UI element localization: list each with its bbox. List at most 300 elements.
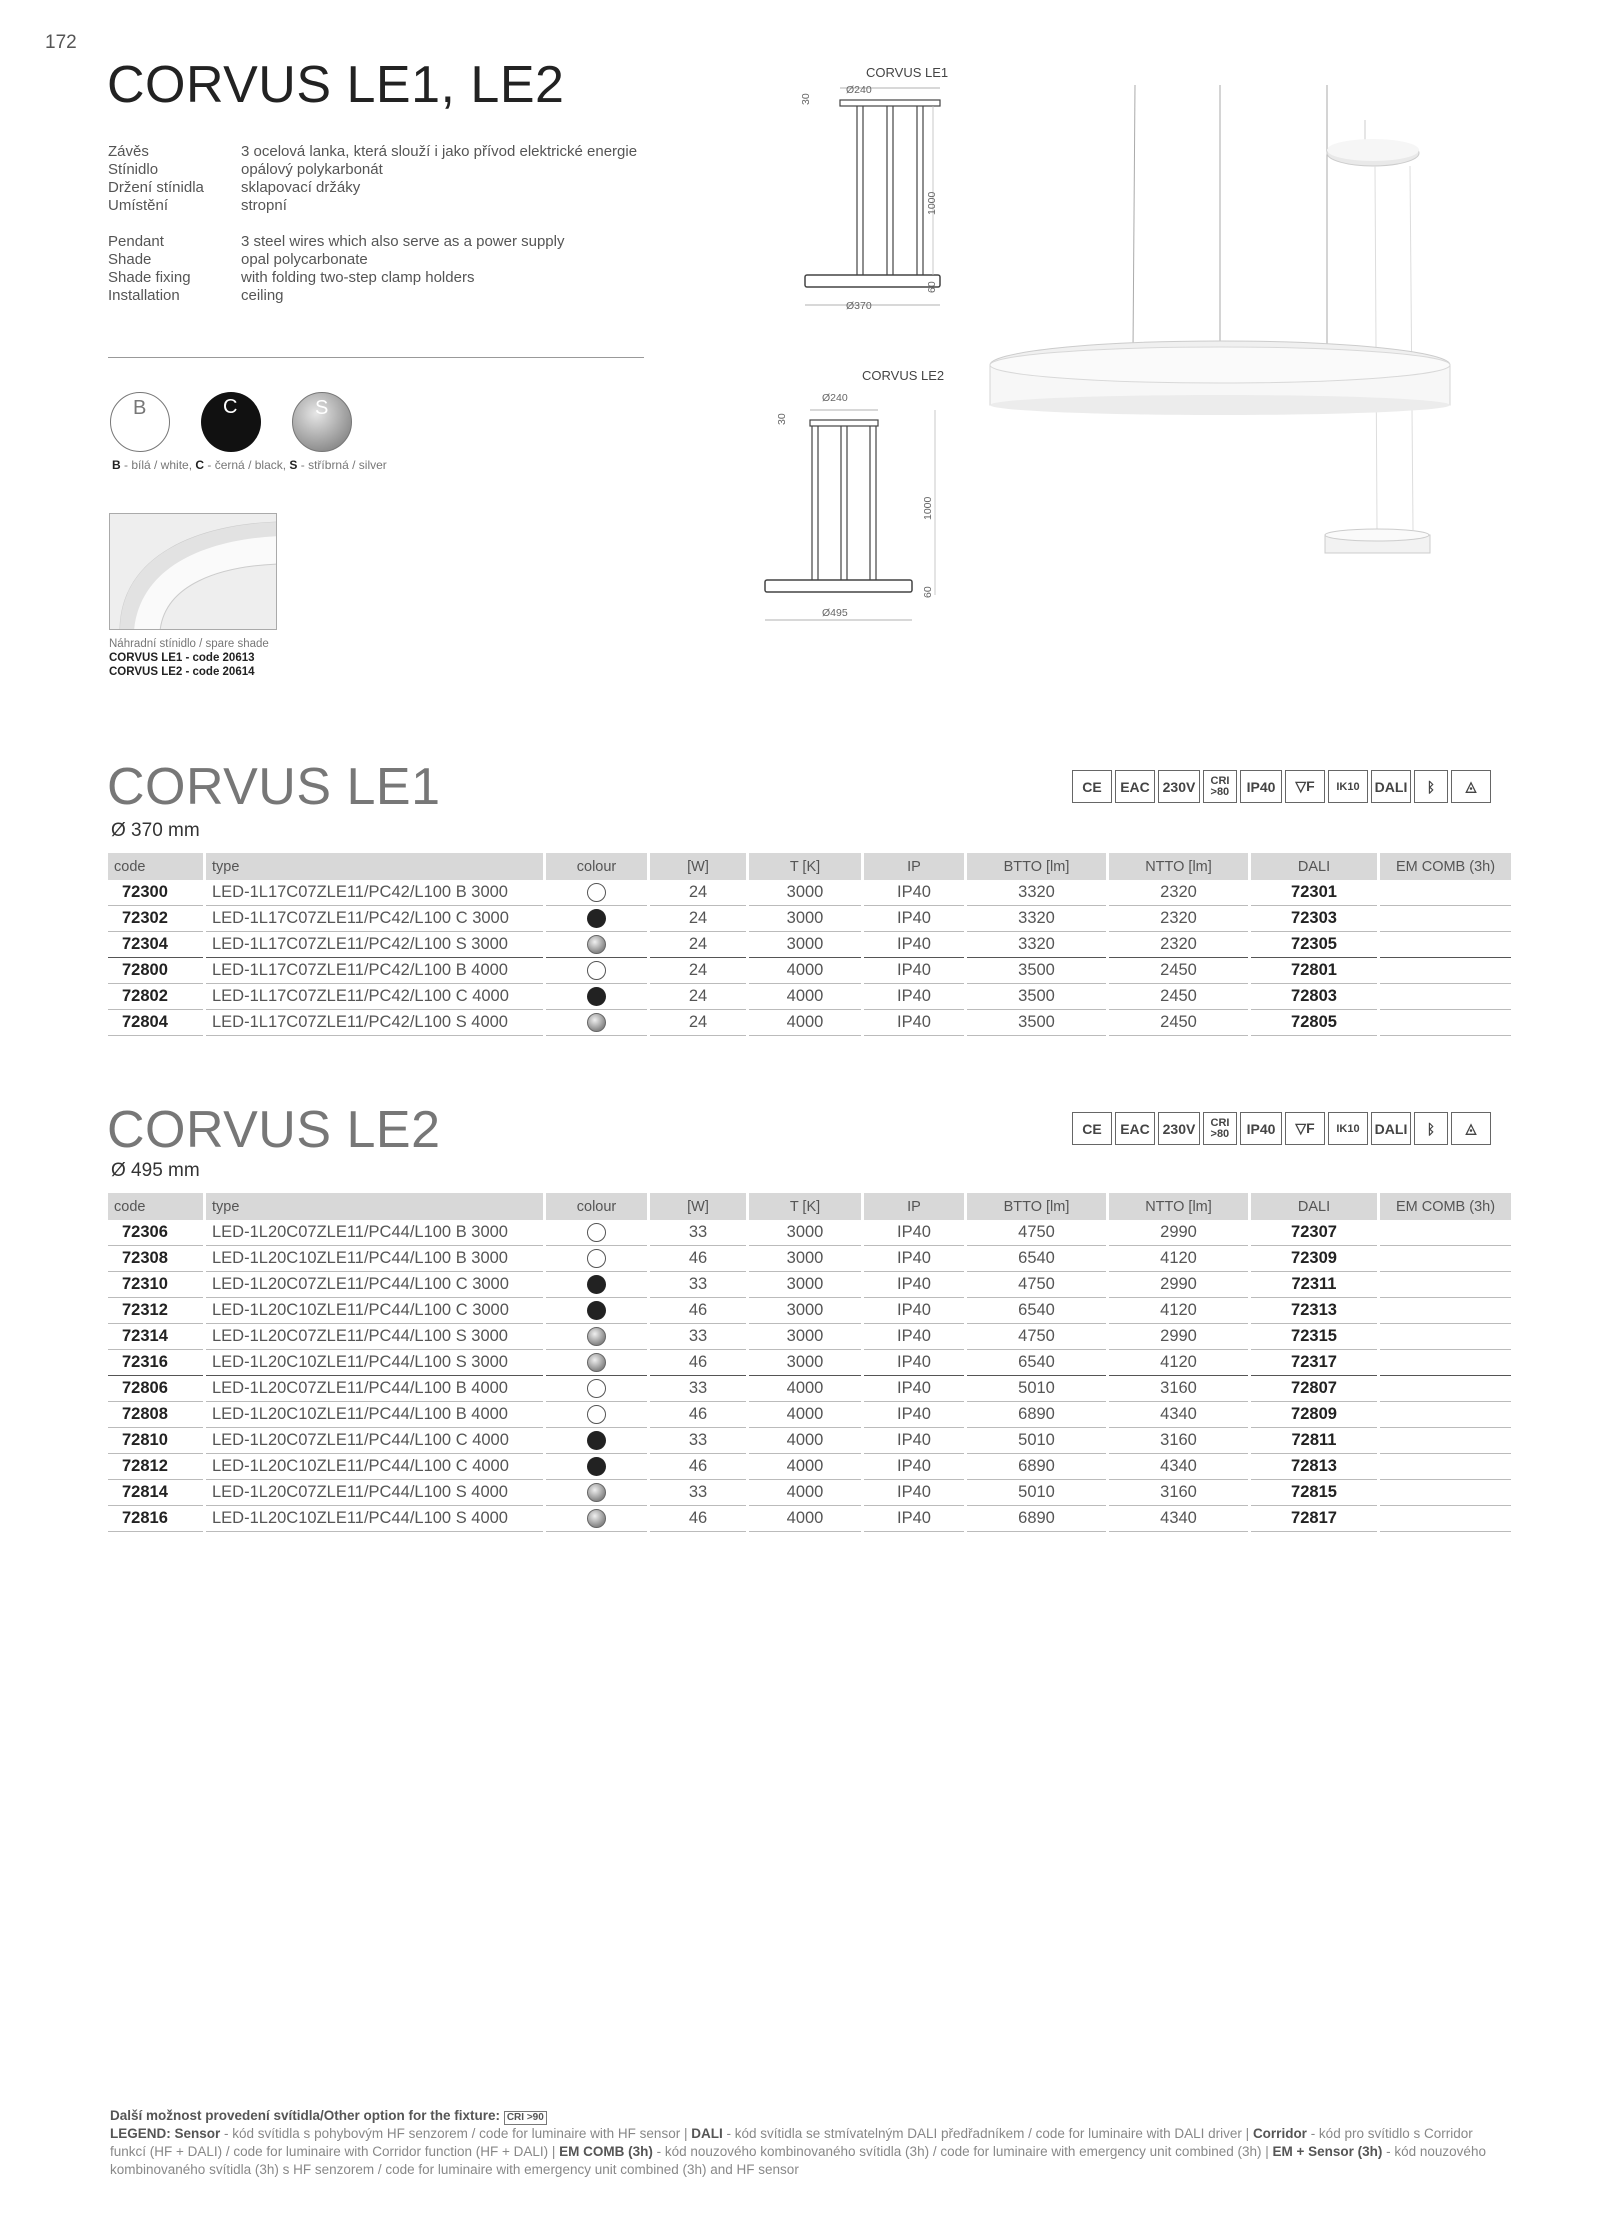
spec-row bbox=[108, 269, 637, 287]
spec-key: Shade fixing bbox=[108, 269, 191, 286]
ntto-cell: 3160 bbox=[1109, 1376, 1248, 1402]
legend-emcomb-text: - kód nouzového kombinovaného svítidla (3h) / code for luminaire with emergency unit combined (3h) | bbox=[652, 2144, 1273, 2159]
dali-cell: 72813 bbox=[1251, 1454, 1377, 1480]
table-row bbox=[108, 1272, 1511, 1298]
bluetooth-icon: ᛒ bbox=[1414, 1112, 1448, 1145]
type-cell: LED-1L20C10ZLE11/PC44/L100 C 4000 bbox=[206, 1454, 543, 1480]
colour-dot-icon bbox=[587, 1353, 606, 1372]
btto-cell: 3320 bbox=[967, 932, 1106, 958]
swatch-legend bbox=[112, 458, 387, 472]
btto-cell: 3320 bbox=[967, 880, 1106, 906]
spare-shade-le2: CORVUS LE2 - code 20614 bbox=[109, 666, 255, 678]
dali-cell: 72807 bbox=[1251, 1376, 1377, 1402]
watt-cell: 24 bbox=[650, 880, 746, 906]
emcomb-cell bbox=[1380, 880, 1511, 906]
code-cell: 72312 bbox=[108, 1298, 203, 1324]
temp-cell: 3000 bbox=[749, 906, 861, 932]
legend-corridor-text: - kód pro svítidlo s Corridor funkcí (HF + DALI) / code for luminaire with Corridor function (HF + DALI) | bbox=[110, 2126, 1473, 2159]
legend-dali-text: - kód svítidla se stmívatelným DALI předřadníkem / code for luminaire with DALI driver | bbox=[722, 2126, 1253, 2141]
type-cell: LED-1L20C07ZLE11/PC44/L100 C 3000 bbox=[206, 1272, 543, 1298]
spec-value: opálový polykarbonát bbox=[241, 161, 383, 178]
code-cell: 72308 bbox=[108, 1246, 203, 1272]
ntto-cell: 2450 bbox=[1109, 1010, 1248, 1036]
watt-cell: 46 bbox=[650, 1350, 746, 1376]
temp-cell: 4000 bbox=[749, 1402, 861, 1428]
table-row bbox=[108, 984, 1511, 1010]
code-cell: 72300 bbox=[108, 880, 203, 906]
ce-icon: CE bbox=[1072, 1112, 1112, 1145]
emcomb-cell bbox=[1380, 1350, 1511, 1376]
col-watt: [W] bbox=[650, 1193, 746, 1220]
spec-list bbox=[108, 143, 637, 305]
ip-cell: IP40 bbox=[864, 1350, 964, 1376]
colour-cell bbox=[546, 932, 647, 958]
temp-cell: 4000 bbox=[749, 1480, 861, 1506]
swatch-black-label: C bbox=[223, 396, 238, 418]
col-dali: DALI bbox=[1251, 853, 1377, 880]
btto-cell: 4750 bbox=[967, 1272, 1106, 1298]
code-cell: 72306 bbox=[108, 1220, 203, 1246]
code-cell: 72304 bbox=[108, 932, 203, 958]
legend-dali-label: DALI bbox=[691, 2126, 723, 2141]
product-table-le1 bbox=[105, 853, 1514, 1036]
cert-icons-le1 bbox=[1072, 770, 1491, 803]
code-cell: 72802 bbox=[108, 984, 203, 1010]
emcomb-cell bbox=[1380, 1220, 1511, 1246]
section-title-le1: CORVUS LE1 bbox=[107, 758, 441, 816]
ip-cell: IP40 bbox=[864, 958, 964, 984]
ip-cell: IP40 bbox=[864, 1324, 964, 1350]
colour-cell bbox=[546, 1428, 647, 1454]
colour-cell bbox=[546, 1350, 647, 1376]
col-code: code bbox=[108, 1193, 203, 1220]
btto-cell: 6540 bbox=[967, 1246, 1106, 1272]
le1-length: 1000 bbox=[926, 191, 938, 215]
ntto-cell: 2450 bbox=[1109, 958, 1248, 984]
dali-cell: 72811 bbox=[1251, 1428, 1377, 1454]
type-cell: LED-1L20C07ZLE11/PC44/L100 S 4000 bbox=[206, 1480, 543, 1506]
spec-key: Umístění bbox=[108, 197, 169, 214]
spec-row bbox=[108, 287, 637, 305]
colour-cell bbox=[546, 984, 647, 1010]
code-cell: 72310 bbox=[108, 1272, 203, 1298]
ntto-cell: 2320 bbox=[1109, 906, 1248, 932]
legend-corridor-label: Corridor bbox=[1252, 2126, 1307, 2141]
eac-icon: EAC bbox=[1115, 1112, 1155, 1145]
spec-row bbox=[108, 161, 637, 179]
btto-cell: 5010 bbox=[967, 1428, 1106, 1454]
table-row bbox=[108, 1506, 1511, 1532]
colour-cell bbox=[546, 1298, 647, 1324]
dali-cell: 72817 bbox=[1251, 1506, 1377, 1532]
code-cell: 72808 bbox=[108, 1402, 203, 1428]
table-row bbox=[108, 906, 1511, 932]
ip-cell: IP40 bbox=[864, 1428, 964, 1454]
spec-key: Závěs bbox=[108, 143, 149, 160]
temp-cell: 4000 bbox=[749, 1506, 861, 1532]
spec-value: 3 steel wires which also serve as a power supply bbox=[241, 233, 565, 250]
ip-cell: IP40 bbox=[864, 1454, 964, 1480]
ntto-cell: 2320 bbox=[1109, 880, 1248, 906]
btto-cell: 4750 bbox=[967, 1324, 1106, 1350]
colour-cell bbox=[546, 1220, 647, 1246]
ntto-cell: 2450 bbox=[1109, 984, 1248, 1010]
emcomb-cell bbox=[1380, 1428, 1511, 1454]
colour-cell bbox=[546, 1010, 647, 1036]
colour-dot-icon bbox=[587, 1249, 606, 1268]
temp-cell: 3000 bbox=[749, 1324, 861, 1350]
ntto-cell: 4120 bbox=[1109, 1298, 1248, 1324]
f-mark-icon: ▽F bbox=[1285, 770, 1325, 803]
col-temp: T [K] bbox=[749, 1193, 861, 1220]
emcomb-cell bbox=[1380, 1506, 1511, 1532]
dali-cell: 72309 bbox=[1251, 1246, 1377, 1272]
btto-cell: 3500 bbox=[967, 984, 1106, 1010]
colour-dot-icon bbox=[587, 1483, 606, 1502]
colour-cell bbox=[546, 958, 647, 984]
colour-cell bbox=[546, 1454, 647, 1480]
legend-label: LEGEND: bbox=[110, 2126, 171, 2141]
spec-value: ceiling bbox=[241, 287, 284, 304]
colour-dot-icon bbox=[587, 935, 606, 954]
dali-cell: 72809 bbox=[1251, 1402, 1377, 1428]
type-cell: LED-1L20C10ZLE11/PC44/L100 B 4000 bbox=[206, 1402, 543, 1428]
col-emcomb: EM COMB (3h) bbox=[1380, 853, 1511, 880]
le1-bottom-diameter: Ø370 bbox=[846, 300, 872, 312]
le2-top-diameter: Ø240 bbox=[822, 392, 848, 404]
type-cell: LED-1L17C07ZLE11/PC42/L100 B 4000 bbox=[206, 958, 543, 984]
emcomb-cell bbox=[1380, 1402, 1511, 1428]
watt-cell: 33 bbox=[650, 1480, 746, 1506]
legend-s: S bbox=[289, 458, 298, 472]
code-cell: 72804 bbox=[108, 1010, 203, 1036]
section-title-le2: CORVUS LE2 bbox=[107, 1101, 441, 1159]
ntto-cell: 2320 bbox=[1109, 932, 1248, 958]
dali-cell: 72313 bbox=[1251, 1298, 1377, 1324]
dali-cell: 72311 bbox=[1251, 1272, 1377, 1298]
colour-cell bbox=[546, 1376, 647, 1402]
colour-cell bbox=[546, 1246, 647, 1272]
divider bbox=[108, 357, 644, 358]
btto-cell: 3500 bbox=[967, 1010, 1106, 1036]
col-btto: BTTO [lm] bbox=[967, 853, 1106, 880]
colour-dot-icon bbox=[587, 1457, 606, 1476]
ntto-cell: 2990 bbox=[1109, 1324, 1248, 1350]
ntto-cell: 2990 bbox=[1109, 1220, 1248, 1246]
le2-bottom-height: 60 bbox=[922, 586, 934, 598]
code-cell: 72302 bbox=[108, 906, 203, 932]
colour-dot-icon bbox=[587, 1301, 606, 1320]
temp-cell: 4000 bbox=[749, 1376, 861, 1402]
legend-c-text: - černá / black, bbox=[204, 458, 290, 472]
ntto-cell: 4340 bbox=[1109, 1506, 1248, 1532]
table-row bbox=[108, 1010, 1511, 1036]
watt-cell: 46 bbox=[650, 1298, 746, 1324]
type-cell: LED-1L20C07ZLE11/PC44/L100 S 3000 bbox=[206, 1324, 543, 1350]
code-cell: 72806 bbox=[108, 1376, 203, 1402]
dali-cell: 72307 bbox=[1251, 1220, 1377, 1246]
colour-cell bbox=[546, 1402, 647, 1428]
table-row bbox=[108, 1220, 1511, 1246]
drawing-le1 bbox=[795, 80, 945, 320]
col-ntto: NTTO [lm] bbox=[1109, 853, 1248, 880]
eac-icon: EAC bbox=[1115, 770, 1155, 803]
ik10-icon: IK10 bbox=[1328, 1112, 1368, 1145]
temp-cell: 3000 bbox=[749, 880, 861, 906]
legend-c: C bbox=[195, 458, 205, 472]
watt-cell: 24 bbox=[650, 906, 746, 932]
spec-row bbox=[108, 233, 637, 251]
product-table-le2 bbox=[105, 1193, 1514, 1532]
code-cell: 72814 bbox=[108, 1480, 203, 1506]
temp-cell: 4000 bbox=[749, 1010, 861, 1036]
watt-cell: 24 bbox=[650, 958, 746, 984]
emcomb-cell bbox=[1380, 1480, 1511, 1506]
watt-cell: 24 bbox=[650, 932, 746, 958]
colour-dot-icon bbox=[587, 987, 606, 1006]
colour-cell bbox=[546, 906, 647, 932]
table-body-le2 bbox=[108, 1220, 1511, 1532]
colour-dot-icon bbox=[587, 909, 606, 928]
type-cell: LED-1L20C10ZLE11/PC44/L100 C 3000 bbox=[206, 1298, 543, 1324]
colour-dot-icon bbox=[587, 1509, 606, 1528]
ntto-cell: 4120 bbox=[1109, 1246, 1248, 1272]
spec-row bbox=[108, 251, 637, 269]
spare-shade-caption bbox=[109, 637, 269, 679]
cert-icons-le2 bbox=[1072, 1112, 1491, 1145]
table-row bbox=[108, 1376, 1511, 1402]
spec-row bbox=[108, 197, 637, 215]
legend-sensor-text: - kód svítidla s pohybovým HF senzorem / code for luminaire with HF sensor | bbox=[220, 2126, 692, 2141]
ip-cell: IP40 bbox=[864, 1402, 964, 1428]
legend-emsensor-label: EM + Sensor (3h) bbox=[1272, 2144, 1383, 2159]
colour-dot-icon bbox=[587, 1275, 606, 1294]
le2-bottom-diameter: Ø495 bbox=[822, 607, 848, 619]
ip-cell: IP40 bbox=[864, 906, 964, 932]
le1-bottom-height: 60 bbox=[926, 281, 938, 293]
cri-80-icon: CRI >80 bbox=[1203, 1112, 1237, 1145]
swatch-white-label: B bbox=[133, 397, 147, 419]
colour-cell bbox=[546, 880, 647, 906]
table-row bbox=[108, 1246, 1511, 1272]
code-cell: 72816 bbox=[108, 1506, 203, 1532]
spec-value: stropní bbox=[241, 197, 287, 214]
spec-value: opal polycarbonate bbox=[241, 251, 368, 268]
spec-row bbox=[108, 179, 637, 197]
spare-shade-label: Náhradní stínidlo / spare shade bbox=[109, 638, 269, 650]
legend-s-text: - stříbrná / silver bbox=[297, 458, 387, 472]
swatch-silver-label: S bbox=[315, 397, 329, 419]
cri-80-icon: CRI >80 bbox=[1203, 770, 1237, 803]
voltage-230v-icon: 230V bbox=[1158, 1112, 1200, 1145]
ip-cell: IP40 bbox=[864, 880, 964, 906]
btto-cell: 5010 bbox=[967, 1376, 1106, 1402]
watt-cell: 33 bbox=[650, 1376, 746, 1402]
col-dali: DALI bbox=[1251, 1193, 1377, 1220]
type-cell: LED-1L20C07ZLE11/PC44/L100 C 4000 bbox=[206, 1428, 543, 1454]
colour-dot-icon bbox=[587, 961, 606, 980]
emcomb-cell bbox=[1380, 932, 1511, 958]
emcomb-cell bbox=[1380, 1298, 1511, 1324]
type-cell: LED-1L20C10ZLE11/PC44/L100 B 3000 bbox=[206, 1246, 543, 1272]
watt-cell: 46 bbox=[650, 1454, 746, 1480]
watt-cell: 46 bbox=[650, 1506, 746, 1532]
col-type: type bbox=[206, 1193, 543, 1220]
emcomb-cell bbox=[1380, 1376, 1511, 1402]
watt-cell: 46 bbox=[650, 1402, 746, 1428]
colour-dot-icon bbox=[587, 1379, 606, 1398]
spec-key: Stínidlo bbox=[108, 161, 159, 178]
code-cell: 72812 bbox=[108, 1454, 203, 1480]
ce-icon: CE bbox=[1072, 770, 1112, 803]
other-option-label: Další možnost provedení svítidla/Other option for the fixture: bbox=[110, 2108, 501, 2123]
btto-cell: 3500 bbox=[967, 958, 1106, 984]
table-row bbox=[108, 958, 1511, 984]
spec-row bbox=[108, 143, 637, 161]
le1-top-diameter: Ø240 bbox=[846, 84, 872, 96]
table-row bbox=[108, 1298, 1511, 1324]
table-row bbox=[108, 1350, 1511, 1376]
colour-cell bbox=[546, 1506, 647, 1532]
watt-cell: 24 bbox=[650, 1010, 746, 1036]
watt-cell: 33 bbox=[650, 1272, 746, 1298]
table-row bbox=[108, 1324, 1511, 1350]
dali-cell: 72301 bbox=[1251, 880, 1377, 906]
col-btto: BTTO [lm] bbox=[967, 1193, 1106, 1220]
spare-shade-le1: CORVUS LE1 - code 20613 bbox=[109, 652, 255, 664]
temp-cell: 3000 bbox=[749, 932, 861, 958]
ntto-cell: 4120 bbox=[1109, 1350, 1248, 1376]
type-cell: LED-1L20C07ZLE11/PC44/L100 B 4000 bbox=[206, 1376, 543, 1402]
legend-sensor-label: Sensor bbox=[170, 2126, 221, 2141]
dali-cell: 72317 bbox=[1251, 1350, 1377, 1376]
colour-cell bbox=[546, 1272, 647, 1298]
temp-cell: 3000 bbox=[749, 1246, 861, 1272]
table-row bbox=[108, 1480, 1511, 1506]
spec-value: sklapovací držáky bbox=[241, 179, 361, 196]
legend-emsensor-text: - kód nouzového kombinovaného svítidla (3h) s HF senzorem / code for luminaire with emergency unit combined (3h) and HF sensor bbox=[110, 2144, 1486, 2177]
le2-top-height: 30 bbox=[776, 413, 788, 425]
ip-cell: IP40 bbox=[864, 1480, 964, 1506]
watt-cell: 33 bbox=[650, 1220, 746, 1246]
temp-cell: 4000 bbox=[749, 958, 861, 984]
dali-cell: 72803 bbox=[1251, 984, 1377, 1010]
colour-dot-icon bbox=[587, 1431, 606, 1450]
voltage-230v-icon: 230V bbox=[1158, 770, 1200, 803]
page-number: 172 bbox=[45, 32, 77, 53]
col-emcomb: EM COMB (3h) bbox=[1380, 1193, 1511, 1220]
type-cell: LED-1L20C07ZLE11/PC44/L100 B 3000 bbox=[206, 1220, 543, 1246]
legend-emcomb-label: EM COMB (3h) bbox=[559, 2144, 653, 2159]
temp-cell: 4000 bbox=[749, 984, 861, 1010]
table-row bbox=[108, 932, 1511, 958]
spec-key: Pendant bbox=[108, 233, 164, 250]
type-cell: LED-1L17C07ZLE11/PC42/L100 S 4000 bbox=[206, 1010, 543, 1036]
col-ntto: NTTO [lm] bbox=[1109, 1193, 1248, 1220]
emcomb-cell bbox=[1380, 1246, 1511, 1272]
ip40-icon: IP40 bbox=[1240, 1112, 1282, 1145]
ip-cell: IP40 bbox=[864, 984, 964, 1010]
footer-legend bbox=[110, 2107, 1505, 2179]
col-ip: IP bbox=[864, 853, 964, 880]
spec-key: Installation bbox=[108, 287, 180, 304]
cri-90-icon: CRI >90 bbox=[504, 2111, 547, 2125]
colour-dot-icon bbox=[587, 1327, 606, 1346]
ip40-icon: IP40 bbox=[1240, 770, 1282, 803]
temp-cell: 4000 bbox=[749, 1428, 861, 1454]
colour-cell bbox=[546, 1480, 647, 1506]
col-ip: IP bbox=[864, 1193, 964, 1220]
dali-cell: 72815 bbox=[1251, 1480, 1377, 1506]
dali-cell: 72805 bbox=[1251, 1010, 1377, 1036]
ntto-cell: 3160 bbox=[1109, 1428, 1248, 1454]
legend-b-text: - bílá / white, bbox=[120, 458, 196, 472]
ik10-icon: IK10 bbox=[1328, 770, 1368, 803]
spare-shade-image bbox=[109, 513, 277, 630]
dali-cell: 72801 bbox=[1251, 958, 1377, 984]
spec-value: with folding two-step clamp holders bbox=[241, 269, 475, 286]
col-colour: colour bbox=[546, 853, 647, 880]
table-header bbox=[108, 853, 1511, 880]
ip-cell: IP40 bbox=[864, 1298, 964, 1324]
dali-cell: 72305 bbox=[1251, 932, 1377, 958]
col-code: code bbox=[108, 853, 203, 880]
dali-icon: DALI bbox=[1371, 770, 1411, 803]
btto-cell: 6890 bbox=[967, 1402, 1106, 1428]
code-cell: 72316 bbox=[108, 1350, 203, 1376]
watt-cell: 24 bbox=[650, 984, 746, 1010]
ip-cell: IP40 bbox=[864, 1220, 964, 1246]
table-header bbox=[108, 1193, 1511, 1220]
ip-cell: IP40 bbox=[864, 1506, 964, 1532]
code-cell: 72800 bbox=[108, 958, 203, 984]
btto-cell: 6540 bbox=[967, 1350, 1106, 1376]
page-title: CORVUS LE1, LE2 bbox=[107, 56, 565, 114]
table-row bbox=[108, 1428, 1511, 1454]
table-row bbox=[108, 1454, 1511, 1480]
ip-cell: IP40 bbox=[864, 1010, 964, 1036]
le1-top-height: 30 bbox=[800, 93, 812, 105]
ip-cell: IP40 bbox=[864, 1246, 964, 1272]
col-temp: T [K] bbox=[749, 853, 861, 880]
temp-cell: 4000 bbox=[749, 1454, 861, 1480]
dali-cell: 72315 bbox=[1251, 1324, 1377, 1350]
type-cell: LED-1L17C07ZLE11/PC42/L100 C 3000 bbox=[206, 906, 543, 932]
drawing-le2 bbox=[760, 405, 940, 625]
sensor-icon: ◬ bbox=[1451, 1112, 1491, 1145]
btto-cell: 6890 bbox=[967, 1454, 1106, 1480]
emcomb-cell bbox=[1380, 1324, 1511, 1350]
col-type: type bbox=[206, 853, 543, 880]
temp-cell: 3000 bbox=[749, 1298, 861, 1324]
emcomb-cell bbox=[1380, 958, 1511, 984]
type-cell: LED-1L17C07ZLE11/PC42/L100 B 3000 bbox=[206, 880, 543, 906]
ip-cell: IP40 bbox=[864, 932, 964, 958]
colour-dot-icon bbox=[587, 1013, 606, 1032]
table-row bbox=[108, 1402, 1511, 1428]
section-diameter-le2: Ø 495 mm bbox=[111, 1160, 200, 1181]
le2-length: 1000 bbox=[922, 496, 934, 520]
temp-cell: 3000 bbox=[749, 1272, 861, 1298]
emcomb-cell bbox=[1380, 906, 1511, 932]
spec-key: Shade bbox=[108, 251, 152, 268]
col-colour: colour bbox=[546, 1193, 647, 1220]
type-cell: LED-1L20C10ZLE11/PC44/L100 S 3000 bbox=[206, 1350, 543, 1376]
spec-key: Držení stínidla bbox=[108, 179, 204, 196]
type-cell: LED-1L17C07ZLE11/PC42/L100 C 4000 bbox=[206, 984, 543, 1010]
swatch-silver bbox=[292, 392, 352, 452]
type-cell: LED-1L20C10ZLE11/PC44/L100 S 4000 bbox=[206, 1506, 543, 1532]
